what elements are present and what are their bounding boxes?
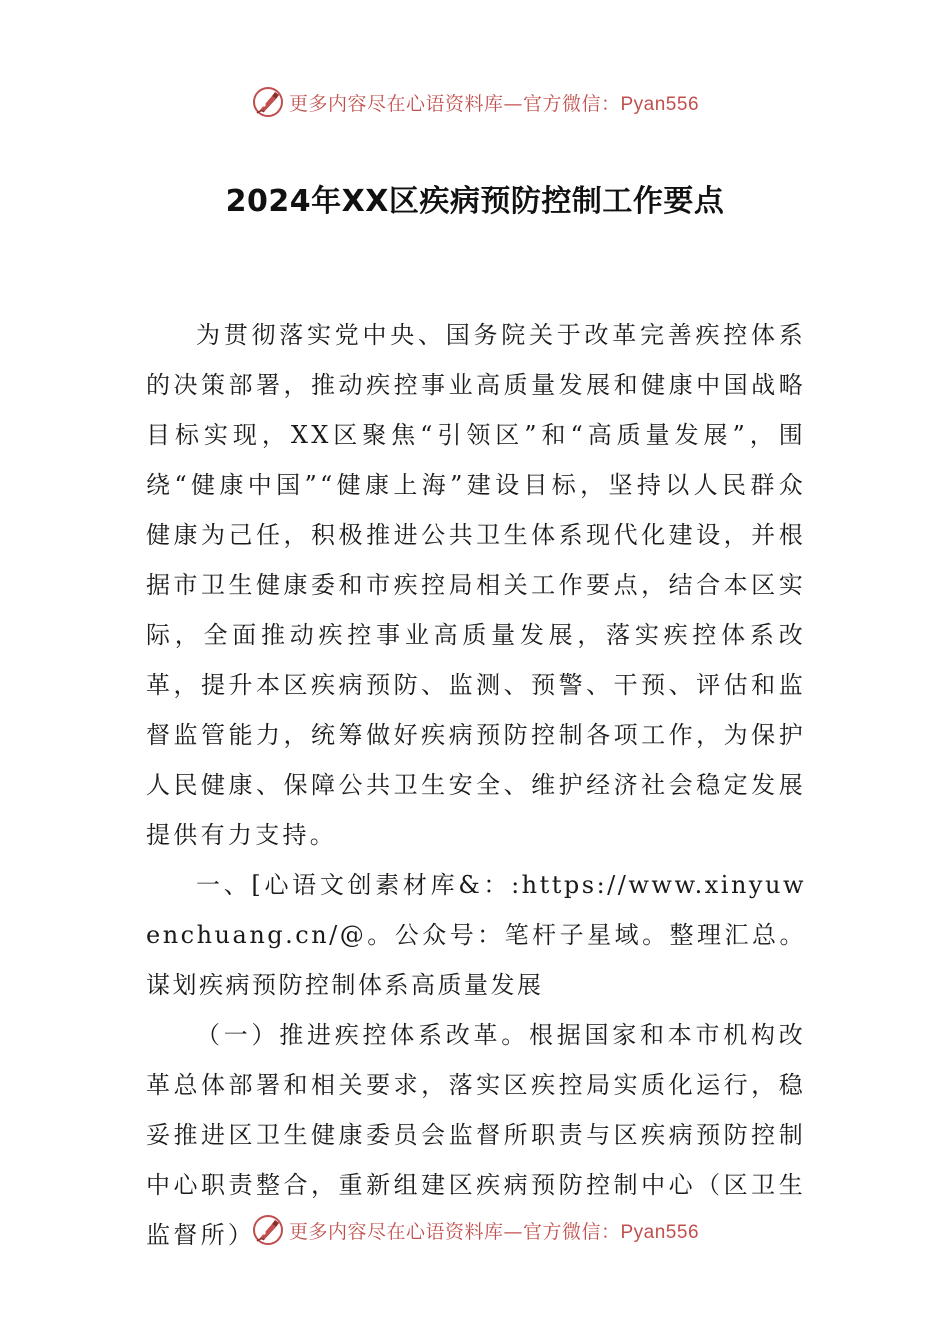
paragraph-1-1: （一）推进疾控体系改革。根据国家和本市机构改革总体部署和相关要求，落实区疾控局实质化运行，稳妥推进区卫生健康委员会监督所职责与区疾病预防控制中心职责整合，重新组建区疾病预防控制中心（区卫生监督所） <box>146 1021 806 1249</box>
footer-watermark-banner <box>0 1210 950 1250</box>
paragraph-intro: 为贯彻落实党中央、国务院关于改革完善疾控体系的决策部署，推动疾控事业高质量发展和健康中国战略目标实现，XX区聚焦“引领区”和“高质量发展”，围绕“健康中国”“健康上海”建设目标，坚持以人民群众健康为己任，积极推进公共卫生体系现代化建设，并根据市卫生健康委和市疾控局相关工作要点，结合本区实际，全面推动疾控事业高质量发展，落实疾控体系改革，提升本区疾病预防、监测、预警、干预、评估和监督监管能力，统筹做好疾病预防控制各项工作，为保护人民健康、保障公共卫生安全、维护经济社会稳定发展提供有力支持。 <box>146 321 806 849</box>
pen-nib-logo-icon <box>251 85 285 119</box>
section-heading-1: 一、[心语文创素材库&：:https://www.xinyuwenchuang.cn/@。公众号：笔杆子星域。整理汇总。谋划疾病预防控制体系高质量发展 <box>146 871 806 999</box>
page-title: 2024年XX区疾病预防控制工作要点 <box>225 184 725 219</box>
watermark-text: 更多内容尽在心语资料库—官方微信：Pyan556 <box>288 1220 700 1243</box>
header-watermark-banner <box>0 82 950 122</box>
watermark-text: 更多内容尽在心语资料库—官方微信：Pyan556 <box>288 92 700 115</box>
pen-nib-logo-icon <box>251 1213 285 1247</box>
wechat-id: Pyan556 <box>620 1221 700 1243</box>
document-body <box>146 310 806 1260</box>
wechat-id: Pyan556 <box>620 93 700 115</box>
